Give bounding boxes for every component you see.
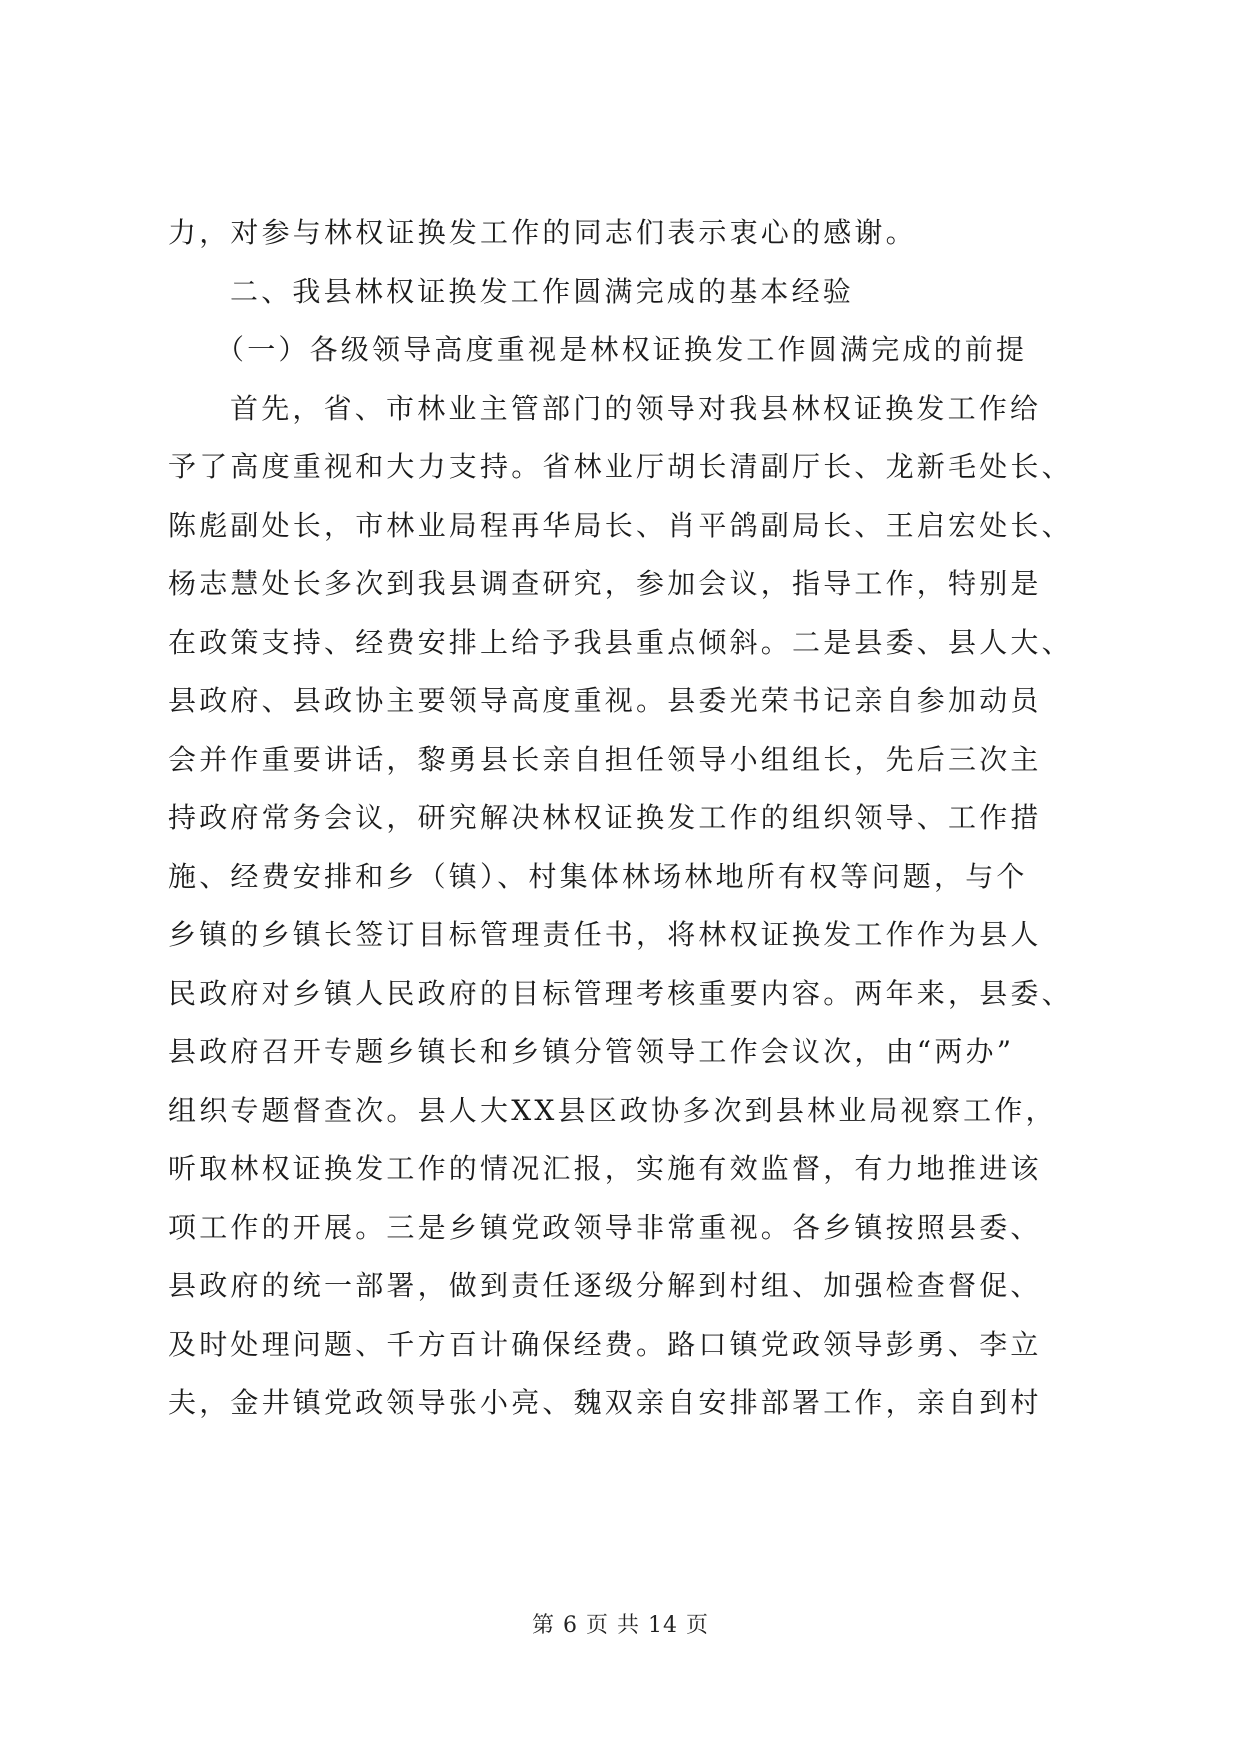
text-line: 组织专题督查次。县人大XX县区政协多次到县林业局视察工作， [168, 1093, 1057, 1127]
text-line: 县政府、县政协主要领导高度重视。县委光荣书记亲自参加动员 [168, 684, 1042, 717]
section-heading: 二、我县林权证换发工作圆满完成的基本经验 [230, 274, 855, 308]
text-line: 首先，省、市林业主管部门的领导对我县林权证换发工作给 [230, 391, 1042, 425]
subsection-heading: （一）各级领导高度重视是林权证换发工作圆满完成的前提 [216, 333, 1028, 366]
text-line: 听取林权证换发工作的情况汇报，实施有效监督，有力地推进该 [168, 1152, 1042, 1185]
text-line: 予了高度重视和大力支持。省林业厅胡长清副厅长、龙新毛处长、 [168, 450, 1073, 483]
text-line: 民政府对乡镇人民政府的目标管理考核重要内容。两年来，县委、 [168, 976, 1073, 1010]
text-line: 力，对参与林权证换发工作的同志们表示衷心的感谢。 [168, 216, 917, 249]
text-line: 会并作重要讲话，黎勇县长亲自担任领导小组组长，先后三次主 [168, 742, 1042, 776]
text-line: 乡镇的乡镇长签订目标管理责任书，将林权证换发工作作为县人 [168, 918, 1042, 951]
text-line: 及时处理问题、千方百计确保经费。路口镇党政领导彭勇、李立 [168, 1327, 1042, 1361]
page-number-footer: 第 6 页 共 14 页 [532, 1613, 709, 1638]
text-line: 县政府召开专题乡镇长和乡镇分管领导工作会议次，由“两办” [168, 1035, 1015, 1068]
text-line: 项工作的开展。三是乡镇党政领导非常重视。各乡镇按照县委、 [168, 1210, 1042, 1244]
text-line: 陈彪副处长，市林业局程再华局长、肖平鸽副局长、王启宏处长、 [168, 508, 1073, 542]
body-text [168, 204, 1088, 1433]
text-line: 县政府的统一部署，做到责任逐级分解到村组、加强检查督促、 [168, 1269, 1042, 1302]
text-line: 持政府常务会议，研究解决林权证换发工作的组织领导、工作措 [168, 801, 1042, 834]
text-line: 施、经费安排和乡（镇）、村集体林场林地所有权等问题，与个 [168, 859, 1028, 893]
text-line: 在政策支持、经费安排上给予我县重点倾斜。二是县委、县人大、 [168, 625, 1073, 659]
text-line: 杨志慧处长多次到我县调查研究，参加会议，指导工作，特别是 [168, 567, 1042, 600]
text-line: 夫，金井镇党政领导张小亮、魏双亲自安排部署工作，亲自到村 [168, 1386, 1042, 1419]
